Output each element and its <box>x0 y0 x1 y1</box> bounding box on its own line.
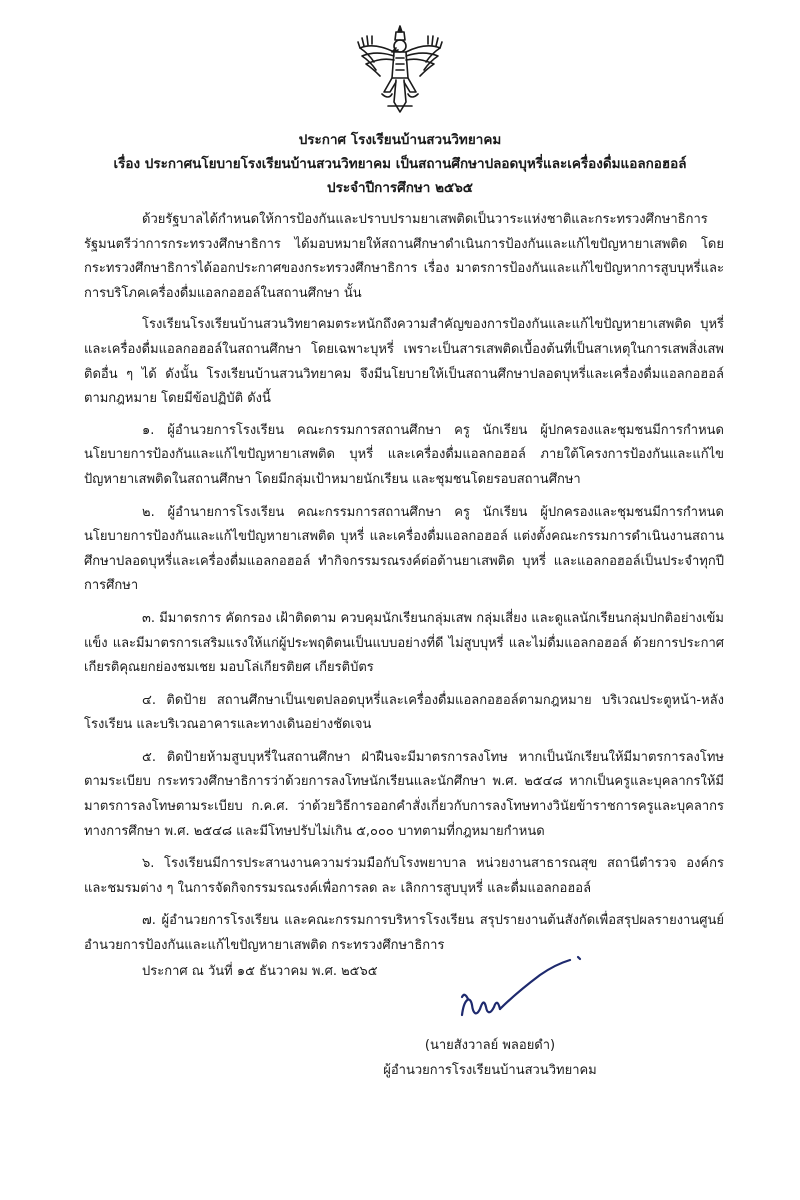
policy-item-7: ๗. ผู้อำนวยการโรงเรียน และคณะกรรมการบริหารโรงเรียน สรุปรายงานต้นสังกัดเพื่อสรุปผลรายงานศูนย์อำนวยการป้องกันและแก้ไขปัญหายาเสพติด กระทรวงศึกษาธิการ <box>84 913 724 954</box>
announcement-header <box>60 128 740 200</box>
announcement-body <box>84 208 724 967</box>
policy-item-4: ๔. ติดป้าย สถานศึกษาเป็นเขตปลอดบุหรี่และเครื่องดื่มแอลกอฮอล์ตามกฎหมาย บริเวณประตูหน้า-หลังโรงเรียน และบริเวณอาคารและทางเดินอย่างชัดเจน <box>84 692 724 733</box>
signer-name: (นายสังวาลย์ พลอยดำ) <box>424 1038 556 1053</box>
policy-paragraph: โรงเรียนโรงเรียนบ้านสวนวิทยาคมตระหนักถึงความสำคัญของการป้องกันและแก้ไขปัญหายาเสพติด บุหรี่และเครื่องดื่มแอลกอฮอล์ในสถานศึกษา โดยเฉพาะบุหรี่ เพราะเป็นสารเสพติดเบื้องต้นที่เป็นสาเหตุในการเสพสิ่งเสพติดอื่น ๆ ได้ ดังนั้น โรงเรียนบ้านสวนวิทยาคม จึงมีนโยบายให้เป็นสถานศึกษาปลอดบุหรี่และเครื่องดื่มแอลกอฮอล์ตามกฎหมาย โดยมีข้อปฏิบัติ ดังนี้ <box>84 317 724 407</box>
policy-item-2: ๒. ผู้อำนายการโรงเรียน คณะกรรมการสถานศึกษา ครู นักเรียน ผู้ปกครองและชุมชนมีการกำหนดนโยบายการป้องกันและแก้ไขปัญหายาเสพติด บุหรี่ และเครื่องดื่มแอลกอฮอล์ แต่งตั้งคณะกรรมการดำเนินงานสถานศึกษาปลอดบุหรี่และเครื่องดื่มแอลกอฮอล์ ทำกิจกรรมรณรงค์ต่อต้านยาเสพติด บุหรี่ และแอลกอฮอล์เป็นประจำทุกปีการศึกษา <box>84 504 724 594</box>
policy-item-3: ๓. มีมาตรการ คัดกรอง เฝ้าติดตาม ควบคุมนักเรียนกลุ่มเสพ กลุ่มเสี่ยง และดูแลนักเรียนกลุ่มปกติอย่างเข้มแข็ง และมีมาตรการเสริมแรงให้แก่ผู้ประพฤติตนเป็นแบบอย่างที่ดี ไม่สูบบุหรี่ และไม่ดื่มแอลกอฮอล์ ด้วยการประกาศเกียรติคุณยกย่องชมเชย มอบโล่เกียรติยศ เกียรติบัตร <box>84 610 724 676</box>
policy-item-5: ๕. ติดป้ายห้ามสูบบุหรี่ในสถานศึกษา ฝ่าฝืนจะมีมาตรการลงโทษ หากเป็นนักเรียนให้มีมาตรการลงโทษตามระเบียบ กระทรวงศึกษาธิการว่าด้วยการลงโทษนักเรียนและนักศึกษา พ.ศ. ๒๕๔๘ หากเป็นครูและบุคลากรให้มีมาตรการลงโทษตามระเบียบ ก.ค.ศ. ว่าด้วยวิธีการออกคำสั่งเกี่ยวกับการลงโทษทางวินัยข้าราชการครูและบุคลากรทางการศึกษา พ.ศ. ๒๕๔๘ และมีโทษปรับไม่เกิน ๕,๐๐๐ บาทตามที่กฎหมายกำหนด <box>84 749 724 839</box>
announcement-date: ประกาศ ณ วันที่ ๑๕ ธันวาคม พ.ศ. ๒๕๖๕ <box>142 964 378 979</box>
intro-paragraph: ด้วยรัฐบาลได้กำหนดให้การป้องกันและปราบปรามยาเสพติดเป็นวาระแห่งชาติและกระทรวงศึกษาธิการ รัฐมนตรีว่าการกระทรวงศึกษาธิการ ได้มอบหมายให้สถานศึกษาดำเนินการป้องกันและแก้ไขปัญหายาเสพติด โดยกระทรวงศึกษาธิการได้ออกประกาศของกระทรวงศึกษาธิการ เรื่อง มาตรการป้องกันและแก้ไขปัญหาการสูบบุหรี่และการบริโภคเครื่องดื่มแอลกอฮอล์ในสถานศึกษา นั้น <box>84 212 724 301</box>
policy-item-1: ๑. ผู้อำนวยการโรงเรียน คณะกรรมการสถานศึกษา ครู นักเรียน ผู้ปกครองและชุมชนมีการกำหนดนโยบายการป้องกันและแก้ไขปัญหายาเสพติด บุหรี่ และเครื่องดื่มแอลกอฮอล์ ภายใต้โครงการป้องกันและแก้ไขปัญหายาเสพติดในสถานศึกษา โดยมีกลุ่มเป้าหมายนักเรียน และชุมชนโดยรอบสถานศึกษา <box>84 422 724 487</box>
garuda-emblem-icon <box>352 22 448 118</box>
announcement-subject: เรื่อง ประกาศนโยบายโรงเรียนบ้านสวนวิทยาคม เป็นสถานศึกษาปลอดบุหรี่และเครื่องดื่มแอลกอฮอล์ <box>113 156 687 172</box>
announcement-issuer: ประกาศ โรงเรียนบ้านสวนวิทยาคม <box>298 132 502 148</box>
handwritten-signature <box>440 955 600 1045</box>
policy-item-6: ๖. โรงเรียนมีการประสานงานความร่วมมือกับโรงพยาบาล หน่วยงานสาธารณสุข สถานีตำรวจ องค์กรและชมรมต่าง ๆ ในการจัดกิจกรรมรณรงค์เพื่อการลด ละ เลิกการสูบบุหรี่ และดื่มแอลกอฮอล์ <box>84 856 724 896</box>
signer-position: ผู้อำนวยการโรงเรียนบ้านสวนวิทยาคม <box>383 1063 597 1078</box>
announcement-year: ประจำปีการศึกษา ๒๕๖๕ <box>327 180 473 196</box>
